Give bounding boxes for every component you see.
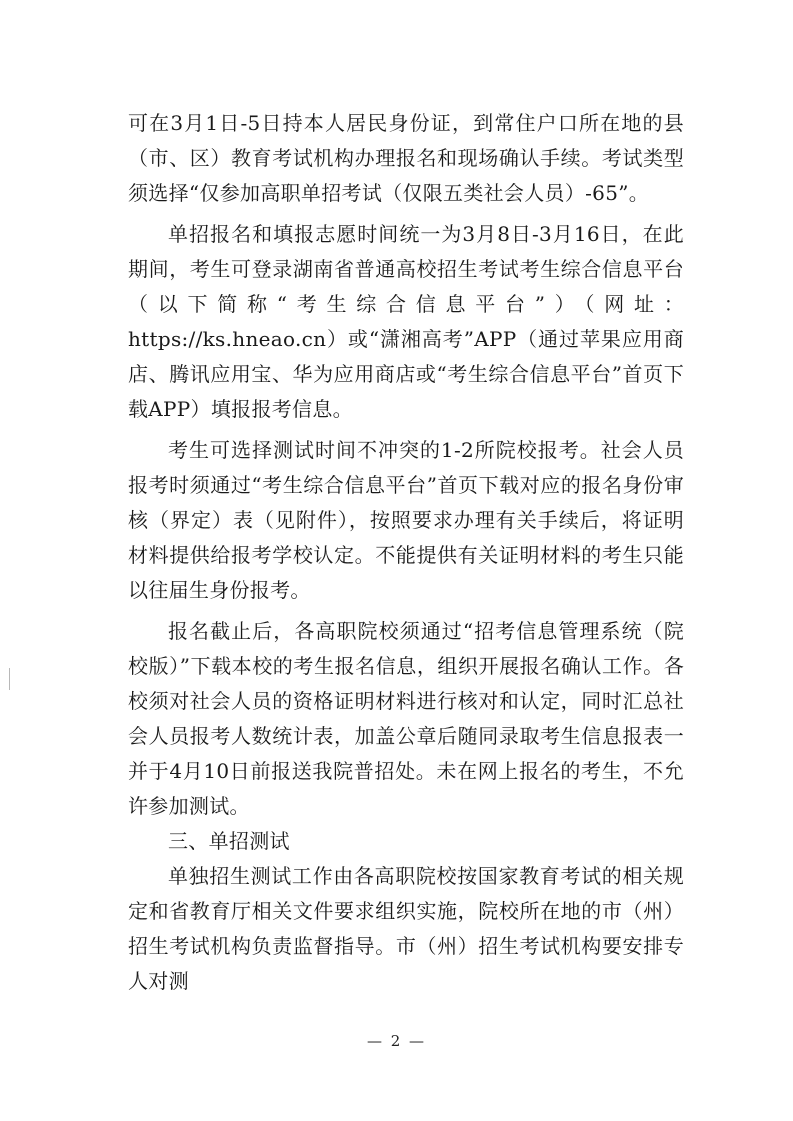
paragraph-registration-period: 单招报名和填报志愿时间统一为3月8日-3月16日，在此期间，考生可登录湖南省普通高校招生考试考生综合信息平台（以下简称“考生综合信息平台”）（网址：https://ks.hneao.cn）或“潇湘高考”APP（通过苹果应用商店、腾讯应用宝、华为应用商店或“考生综合信息平台”首页下载APP）填报报考信息。 xyxy=(128,222,684,421)
document-body xyxy=(128,106,684,999)
section-heading-testing: 三、单招测试 xyxy=(168,829,290,853)
paragraph-registration-continuation: 可在3月1日-5日持本人居民身份证，到常住户口所在地的县（市、区）教育考试机构办理报名和现场确认手续。考试类型须选择“仅参加高职单招考试（仅限五类社会人员）-65”。 xyxy=(128,111,684,205)
paragraph-registration-confirmation: 报名截止后，各高职院校须通过“招考信息管理系统（院校版）”下载本校的考生报名信息，组织开展报名确认工作。各校须对社会人员的资格证明材料进行核对和认定，同时汇总社会人员报考人数统计表，加盖公章后随同录取考生信息报表一并于4月10日前报送我院普招处。未在网上报名的考生，不允许参加测试。 xyxy=(128,619,684,818)
paragraph-school-selection: 考生可选择测试时间不冲突的1-2所院校报考。社会人员报考时须通过“考生综合信息平台”首页下载对应的报名身份审核（界定）表（见附件），按照要求办理有关手续后，将证明材料提供给报考学校认定。不能提供有关证明材料的考生只能以往届生身份报考。 xyxy=(128,438,684,602)
page-number: — 2 — xyxy=(366,1032,427,1050)
scan-margin-mark xyxy=(9,668,10,690)
paragraph-testing: 单独招生测试工作由各高职院校按国家教育考试的相关规定和省教育厅相关文件要求组织实施，院校所在地的市（州）招生考试机构负责监督指导。市（州）招生考试机构要安排专人对测 xyxy=(128,864,684,993)
